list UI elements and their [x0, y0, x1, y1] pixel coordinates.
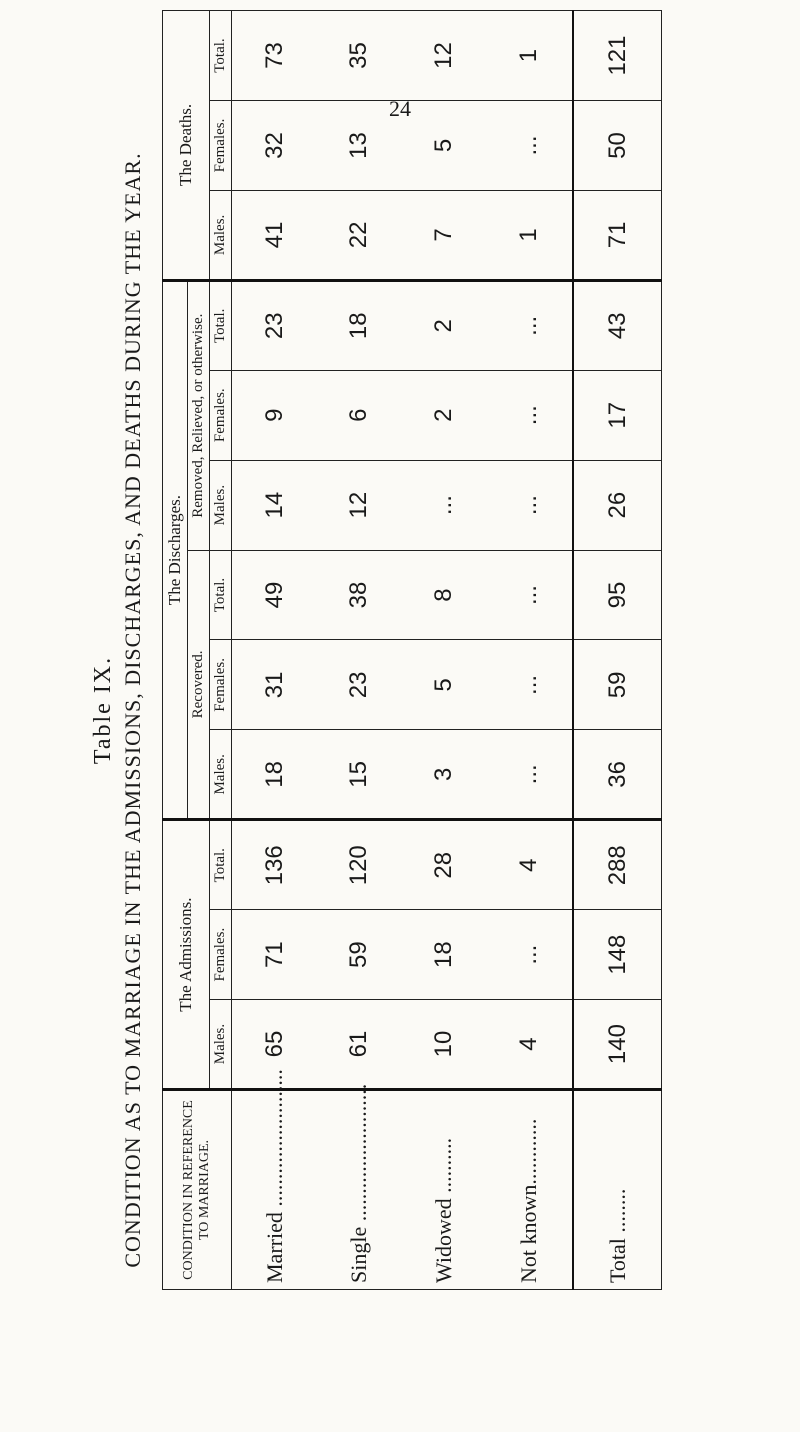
total-cell: 50	[573, 101, 661, 191]
cell: 4	[486, 820, 573, 910]
cell: 8	[402, 550, 486, 640]
table-row	[317, 11, 401, 1290]
cell: ...	[486, 101, 573, 191]
cell: 2	[402, 370, 486, 460]
rec-females-header: Females.	[210, 640, 232, 730]
cell: 35	[317, 11, 401, 101]
cell: 65	[232, 1000, 318, 1090]
total-cell: 36	[573, 730, 661, 820]
total-label: Total ........	[573, 1090, 661, 1290]
cell: 4	[486, 1000, 573, 1090]
adm-total-header: Total.	[210, 820, 232, 910]
recovered-header: Recovered.	[188, 550, 210, 820]
total-cell: 43	[573, 280, 661, 370]
total-row	[573, 11, 661, 1290]
cell: 136	[232, 820, 318, 910]
cell: 61	[317, 1000, 401, 1090]
cell: 59	[317, 910, 401, 1000]
cell: 1	[486, 190, 573, 280]
cell: ...	[486, 730, 573, 820]
row-label: Married .........................	[232, 1090, 318, 1290]
row-label: Widowed ..........	[402, 1090, 486, 1290]
cell: 5	[402, 640, 486, 730]
condition-header: CONDITION IN REFERENCE TO MARRIAGE.	[163, 1090, 232, 1290]
cell: 18	[402, 910, 486, 1000]
total-cell: 288	[573, 820, 661, 910]
cell: 73	[232, 11, 318, 101]
cell: 23	[232, 280, 318, 370]
total-cell: 95	[573, 550, 661, 640]
cell: 9	[232, 370, 318, 460]
cell: 32	[232, 101, 318, 191]
cell: 28	[402, 820, 486, 910]
removed-header: Removed, Relieved, or otherwise.	[188, 280, 210, 550]
table-label: Table IX.	[90, 655, 116, 765]
cell: 12	[317, 460, 401, 550]
marriage-condition-table	[162, 10, 662, 1290]
total-cell: 121	[573, 11, 661, 101]
cell: 49	[232, 550, 318, 640]
total-cell: 148	[573, 910, 661, 1000]
adm-females-header: Females.	[210, 910, 232, 1000]
cell: 2	[402, 280, 486, 370]
table-row	[232, 11, 318, 1290]
cell: 5	[402, 101, 486, 191]
cell: 10	[402, 1000, 486, 1090]
cell: 71	[232, 910, 318, 1000]
row-label: Not known............	[486, 1090, 573, 1290]
cell: 14	[232, 460, 318, 550]
cell: 23	[317, 640, 401, 730]
total-cell: 59	[573, 640, 661, 730]
table-row	[402, 11, 486, 1290]
table-heading: CONDITION AS TO MARRIAGE IN THE ADMISSIONS, DISCHARGES, AND DEATHS DURING THE YEAR.	[120, 152, 145, 1268]
cell: ...	[486, 370, 573, 460]
cell: 15	[317, 730, 401, 820]
discharges-header: The Discharges.	[163, 280, 188, 819]
cell: 22	[317, 190, 401, 280]
page-number: 24	[389, 96, 411, 121]
row-label: Single .........................	[317, 1090, 401, 1290]
rem-total-header: Total.	[210, 280, 232, 370]
admissions-header: The Admissions.	[163, 820, 210, 1090]
cell: 120	[317, 820, 401, 910]
cell: 31	[232, 640, 318, 730]
cell: 1	[486, 11, 573, 101]
dth-females-header: Females.	[210, 101, 232, 191]
cell: 18	[317, 280, 401, 370]
cell: 7	[402, 190, 486, 280]
cell: 13	[317, 101, 401, 191]
cell: 38	[317, 550, 401, 640]
dth-total-header: Total.	[210, 11, 232, 101]
deaths-header: The Deaths.	[163, 11, 210, 281]
total-cell: 26	[573, 460, 661, 550]
cell: 12	[402, 11, 486, 101]
rec-total-header: Total.	[210, 550, 232, 640]
cell: 41	[232, 190, 318, 280]
rec-males-header: Males.	[210, 730, 232, 820]
rem-males-header: Males.	[210, 460, 232, 550]
adm-males-header: Males.	[210, 1000, 232, 1090]
cell: ...	[486, 910, 573, 1000]
cell: ...	[486, 460, 573, 550]
total-cell: 71	[573, 190, 661, 280]
rem-females-header: Females.	[210, 370, 232, 460]
cell: 3	[402, 730, 486, 820]
total-cell: 140	[573, 1000, 661, 1090]
cell: ...	[486, 640, 573, 730]
cell: 18	[232, 730, 318, 820]
cell: ...	[402, 460, 486, 550]
cell: ...	[486, 280, 573, 370]
dth-males-header: Males.	[210, 190, 232, 280]
table-row	[486, 11, 573, 1290]
rotated-table-page	[90, 10, 750, 1410]
total-cell: 17	[573, 370, 661, 460]
cell: ...	[486, 550, 573, 640]
cell: 6	[317, 370, 401, 460]
